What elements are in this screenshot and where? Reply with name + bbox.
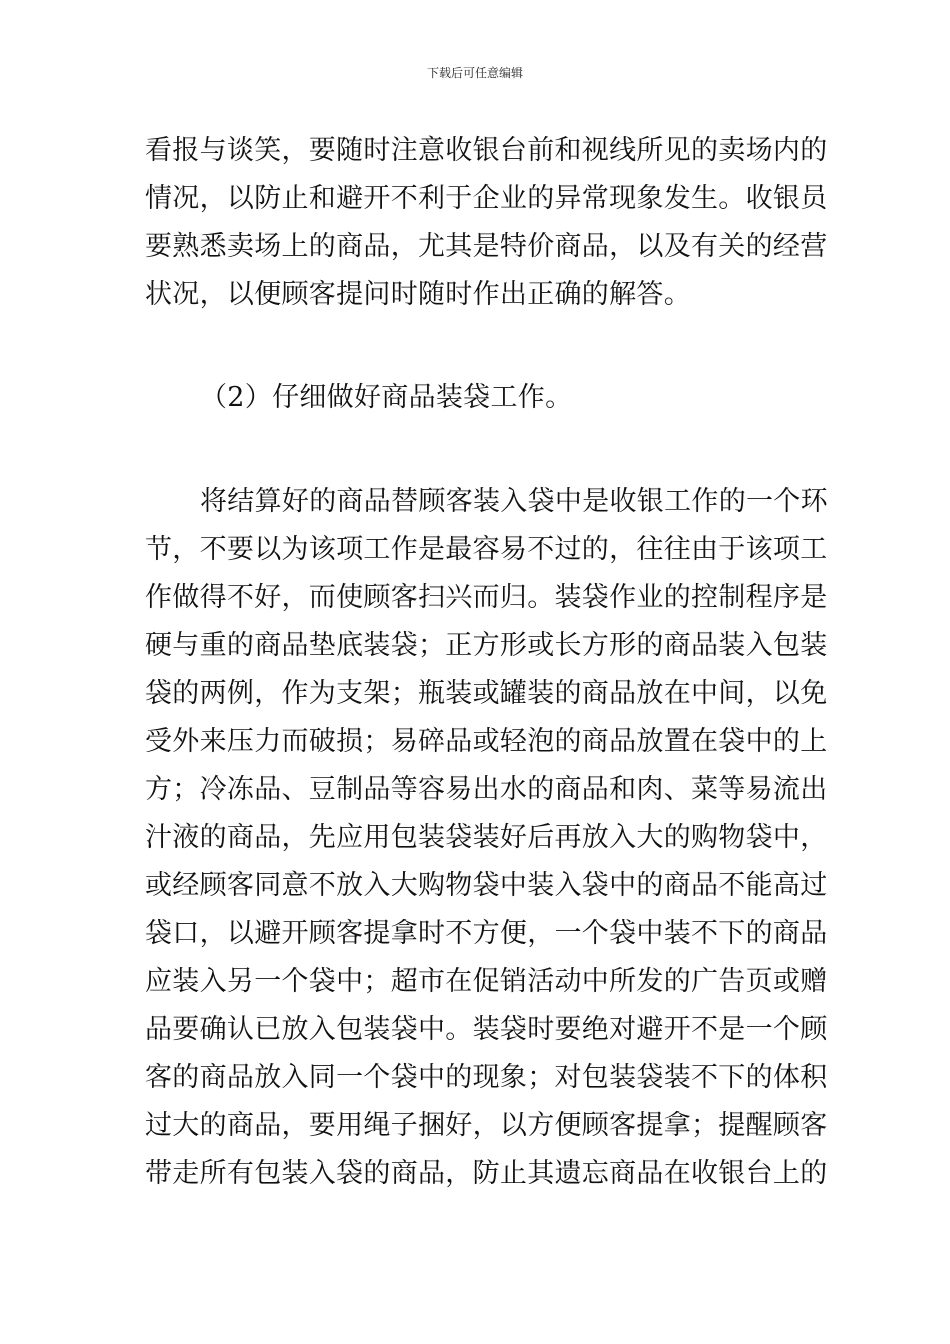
paragraph-line: 或经顾客同意不放入大购物袋中装入袋中的商品不能高过 — [145, 870, 828, 901]
paragraph-line: 袋口，以避开顾客提拿时不方便，一个袋中装不下的商品 — [145, 918, 828, 949]
paragraph-line: 方；冷冻品、豆制品等容易出水的商品和肉、菜等易流出 — [145, 774, 828, 805]
paragraph-line: 看报与谈笑，要随时注意收银台前和视线所见的卖场内的 — [145, 135, 828, 166]
paragraph-line: 状况，以便顾客提问时随时作出正确的解答。 — [145, 279, 691, 310]
paragraph-line: 汁液的商品，先应用包装袋装好后再放入大的购物袋中， — [145, 822, 828, 853]
section-heading: （2）仔细做好商品装袋工作。 — [200, 382, 573, 413]
paragraph-line: 节，不要以为该项工作是最容易不过的，往往由于该项工 — [145, 534, 828, 565]
paragraph-line: 作做得不好，而使顾客扫兴而归。装袋作业的控制程序是 — [145, 582, 828, 613]
paragraph-line: 应装入另一个袋中；超市在促销活动中所发的广告页或赠 — [145, 966, 828, 997]
paragraph-line: 硬与重的商品垫底装袋；正方形或长方形的商品装入包装 — [145, 630, 828, 661]
paragraph-line: 带走所有包装入袋的商品，防止其遗忘商品在收银台上的 — [145, 1158, 828, 1189]
paragraph-line: 客的商品放入同一个袋中的现象；对包装袋装不下的体积 — [145, 1062, 828, 1093]
paragraph-line: 袋的两例，作为支架；瓶装或罐装的商品放在中间，以免 — [145, 678, 828, 709]
paragraph-line: 要熟悉卖场上的商品，尤其是特价商品，以及有关的经营 — [145, 231, 828, 262]
paragraph-line: 品要确认已放入包装袋中。装袋时要绝对避开不是一个顾 — [145, 1014, 828, 1045]
page-header: 下载后可任意编辑 — [426, 66, 523, 80]
paragraph-line: 过大的商品，要用绳子捆好，以方便顾客提拿；提醒顾客 — [145, 1110, 828, 1141]
paragraph-line: 将结算好的商品替顾客装入袋中是收银工作的一个环 — [200, 486, 828, 517]
paragraph-line: 受外来压力而破损；易碎品或轻泡的商品放置在袋中的上 — [145, 726, 828, 757]
paragraph-line: 情况，以防止和避开不利于企业的异常现象发生。收银员 — [145, 183, 828, 214]
